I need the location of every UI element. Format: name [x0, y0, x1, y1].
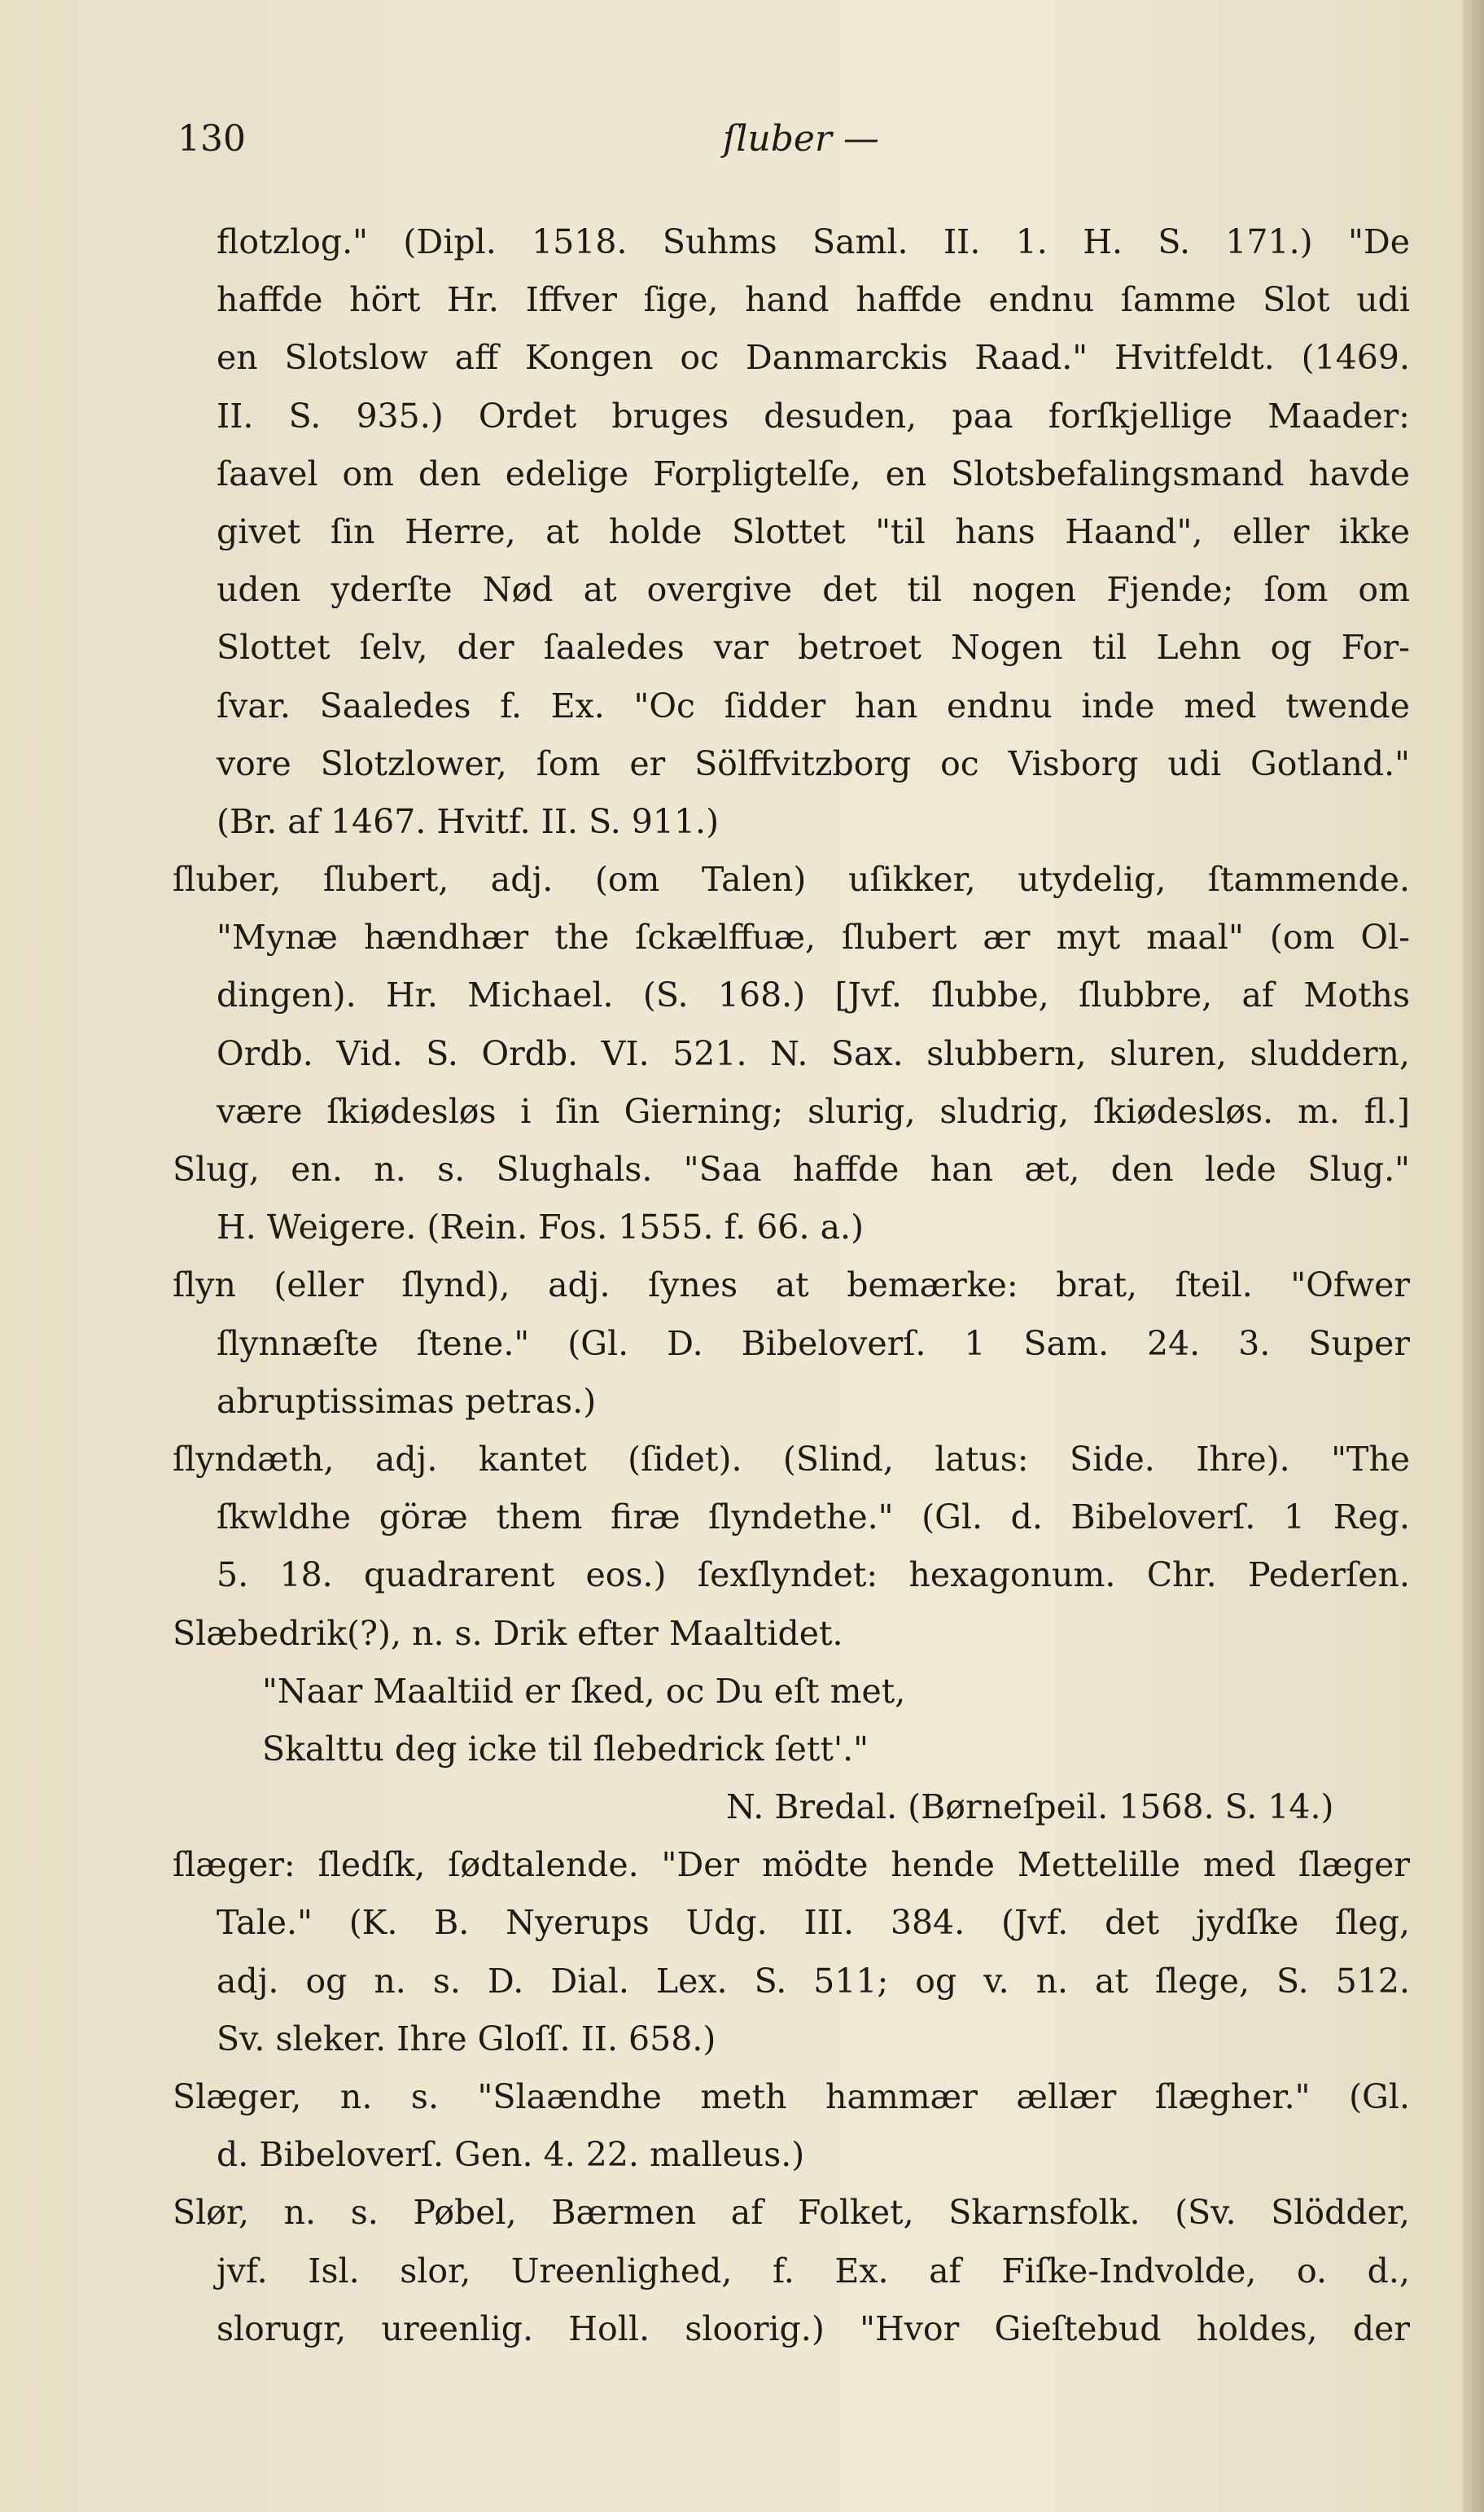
page-header	[177, 118, 1399, 167]
page-number: 130	[177, 118, 246, 160]
text-line: (Br. af 1467. Hvitf. II. S. 911.)	[217, 801, 720, 841]
text-line: dingen). Hr. Michael. (S. 168.) [Jvf. ſlubbe, ſlubbre, af Moths	[217, 975, 1410, 1015]
entry-headword-line: Slør, n. s. Pøbel, Bærmen af Folket, Skarnsfolk. (Sv. Slödder,	[173, 2193, 1410, 2233]
entry-headword-line: ſluber, ſlubert, adj. (om Talen) uſikker, utydelig, ſtammende.	[173, 860, 1410, 900]
quote-line: "Naar Maaltiid er ſked, oc Du eſt met,	[262, 1671, 906, 1711]
entry-headword-line: ſlæger: ſledſk, ſødtalende. "Der mödte hende Mettelille med ſlæger	[173, 1845, 1410, 1885]
text-line: Ordb. Vid. S. Ordb. VI. 521. N. Sax. slubbern, sluren, sluddern,	[217, 1033, 1410, 1073]
text-line: ſvar. Saaledes f. Ex. "Oc ſidder han endnu inde med twende	[217, 686, 1410, 726]
text-line: givet ſin Herre, at holde Slottet "til hans Haand", eller ikke	[217, 511, 1410, 551]
text-line: d. Bibeloverſ. Gen. 4. 22. malleus.)	[217, 2135, 805, 2175]
citation-line: N. Bredal. (Børneſpeil. 1568. S. 14.)	[726, 1787, 1334, 1827]
text-line: uden yderſte Nød at overgive det til nogen Fjende; ſom om	[217, 570, 1410, 610]
text-line: slorugr, ureenlig. Holl. sloorig.) "Hvor Gieſtebud holdes, der	[217, 2308, 1410, 2348]
quote-line: Skalttu deg icke til ſlebedrick ſett'."	[262, 1729, 869, 1769]
text-line: ſkwldhe göræ them firæ ſlyndethe." (Gl. d. Bibeloverſ. 1 Reg.	[217, 1497, 1410, 1537]
text-line: jvf. Isl. slor, Ureenlighed, f. Ex. af Fiſke-Indvolde, o. d.,	[217, 2251, 1410, 2291]
text-line: ſlynnæſte ſtene." (Gl. D. Bibeloverſ. 1 Sam. 24. 3. Super	[217, 1323, 1410, 1363]
text-line: II. S. 935.) Ordet bruges desuden, paa forſkjellige Maader:	[217, 396, 1410, 436]
running-head: ſluber —	[723, 118, 879, 160]
dictionary-text	[173, 213, 1410, 2358]
page-spine-edge	[1463, 0, 1484, 2512]
entry-headword-line: Slæbedrik(?), n. s. Drik efter Maaltidet.	[173, 1613, 843, 1653]
text-line: ſaavel om den edelige Forpligtelſe, en Slotsbefalingsmand havde	[217, 454, 1410, 493]
text-line: være ſkiødesløs i ſin Gierning; slurig, sludrig, ſkiødesløs. m. fl.]	[217, 1091, 1410, 1131]
text-line: haffde hört Hr. Iffver ſige, hand haffde endnu ſamme Slot udi	[217, 280, 1410, 320]
text-line: Tale." (K. B. Nyerups Udg. III. 384. (Jvf. det jydſke ſleg,	[217, 1903, 1410, 1943]
entry-headword-line: ſlyndæth, adj. kantet (ſidet). (Slind, latus: Side. Ihre). "The	[173, 1439, 1410, 1479]
text-line: adj. og n. s. D. Dial. Lex. S. 511; og v. n. at ſlege, S. 512.	[217, 1961, 1410, 2001]
text-line: en Slotslow aff Kongen oc Danmarckis Raad." Hvitfeldt. (1469.	[217, 338, 1410, 378]
entry-headword-line: ſlyn (eller ſlynd), adj. ſynes at bemærke: brat, ſteil. "Ofwer	[173, 1265, 1410, 1305]
entry-headword-line: Slæger, n. s. "Slaændhe meth hammær ællær ſlægher." (Gl.	[173, 2077, 1410, 2116]
entry-headword-line: Slug, en. n. s. Slughals. "Saa haffde han æt, den lede Slug."	[173, 1150, 1410, 1189]
text-line: Sv. sleker. Ihre Gloſſ. II. 658.)	[217, 2019, 716, 2058]
text-line: H. Weigere. (Rein. Fos. 1555. f. 66. a.)	[217, 1208, 865, 1247]
text-line: flotzlog." (Dipl. 1518. Suhms Saml. II. 1. H. S. 171.) "De	[217, 222, 1410, 261]
text-line: "Mynæ hændhær the ſckælffuæ, ſlubert ær myt maal" (om Ol-	[217, 918, 1410, 958]
text-line: abruptissimas petras.)	[217, 1381, 597, 1421]
text-line: 5. 18. quadrarent eos.) ſexſlyndet: hexagonum. Chr. Pederſen.	[217, 1555, 1410, 1595]
text-line: vore Slotzlower, ſom er Sölffvitzborg oc Visborg udi Gotland."	[217, 743, 1410, 783]
text-line: Slottet ſelv, der ſaaledes var betroet Nogen til Lehn og For-	[217, 628, 1410, 668]
